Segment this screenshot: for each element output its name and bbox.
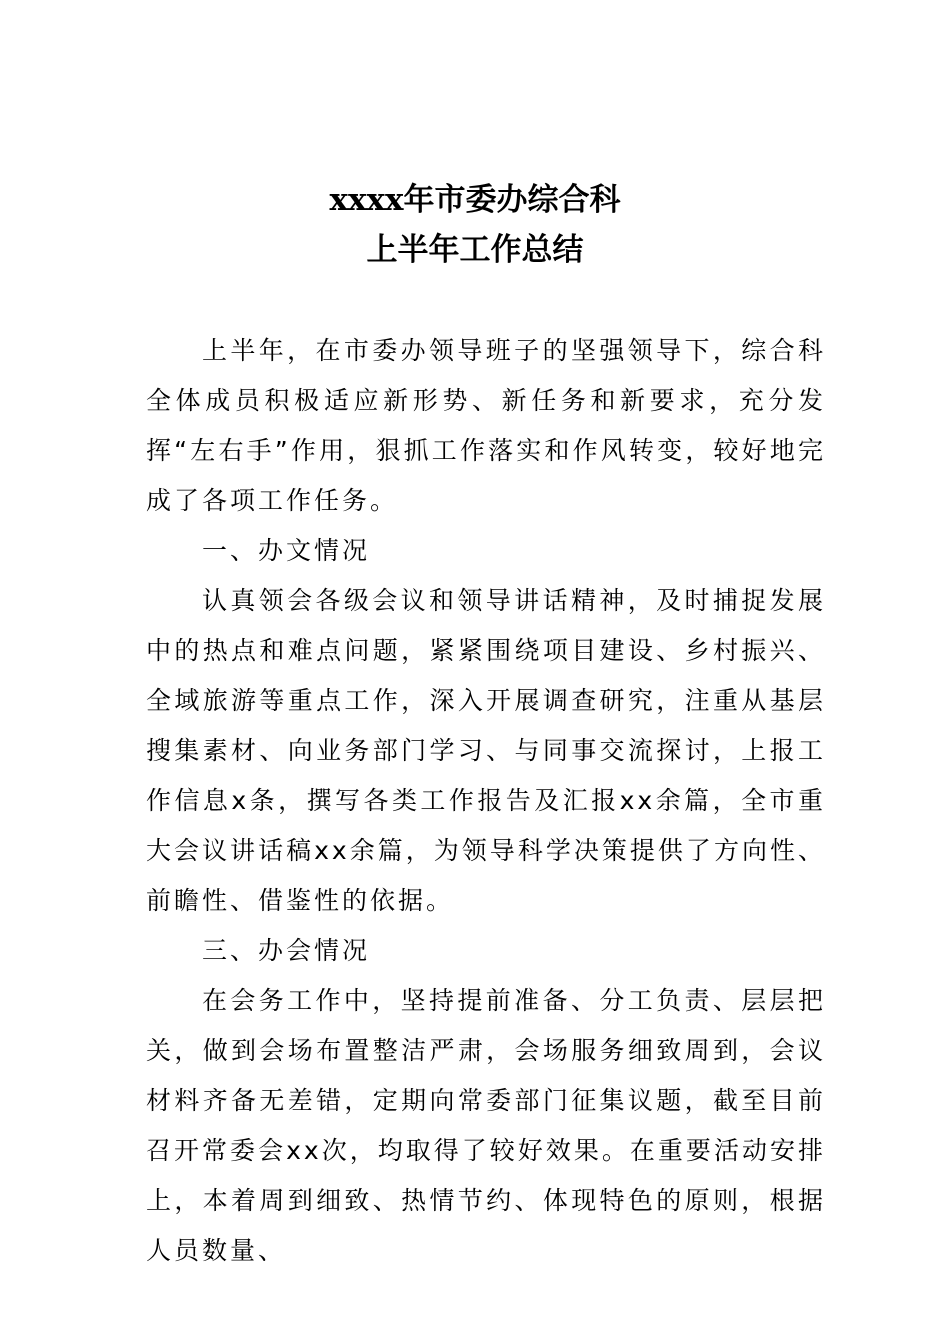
document-title-line2: 上半年工作总结 [366, 232, 584, 268]
document-body [146, 326, 826, 1276]
section2-heading: 三、办会情况 [202, 936, 371, 965]
document-title-line1: xxxx年市委办综合科 [329, 182, 621, 218]
section1-heading: 一、办文情况 [202, 536, 371, 565]
section1-paragraph: 认真领会各级会议和领导讲话精神，及时捕捉发展中的热点和难点问题，紧紧围绕项目建设、乡村振兴、全域旅游等重点工作，深入开展调查研究，注重从基层搜集素材、向业务部门学习、与同事交流探讨，上报工作信息x条，撰写各类工作报告及汇报xx余篇，全市重大会议讲话稿xx余篇，为领导科学决策提供了方向性、前瞻性、借鉴性的依据。 [146, 586, 826, 915]
section2-paragraph: 在会务工作中，坚持提前准备、分工负责、层层把关，做到会场布置整洁严肃，会场服务细致周到，会议材料齐备无差错，定期向常委部门征集议题，截至目前召开常委会xx次，均取得了较好效果。在重要活动安排上，本着周到细致、热情节约、体现特色的原则，根据人员数量、 [146, 986, 826, 1265]
intro-paragraph: 上半年，在市委办领导班子的坚强领导下，综合科全体成员积极适应新形势、新任务和新要求，充分发挥“左右手”作用，狠抓工作落实和作风转变，较好地完成了各项工作任务。 [146, 336, 826, 515]
